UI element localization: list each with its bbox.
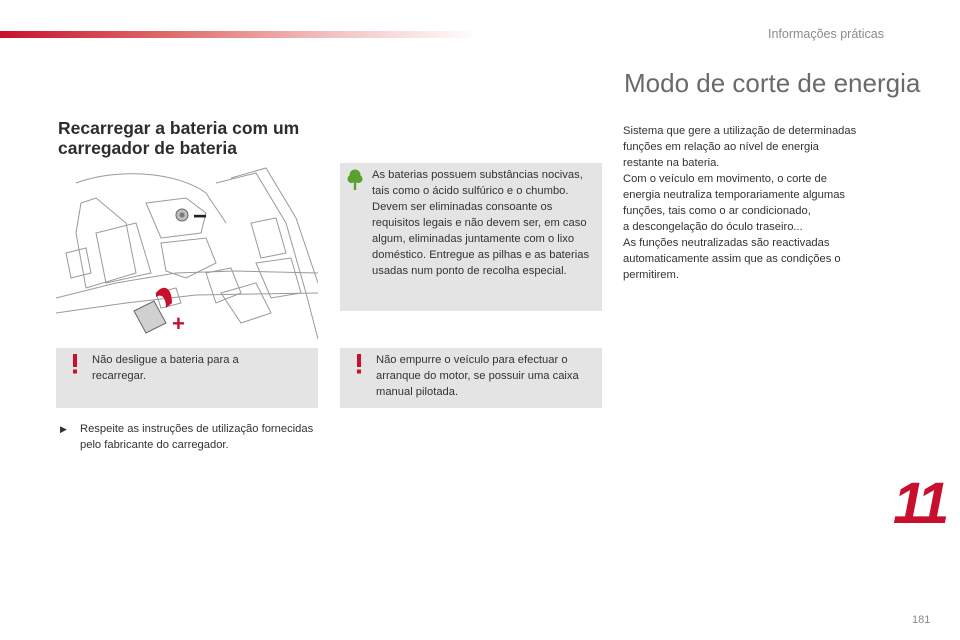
section-header-title: Informações práticas	[767, 27, 884, 41]
power-cut-line: funções, tais como o ar condicionado,	[623, 205, 811, 217]
power-cut-line: a descongelação do óculo traseiro...	[623, 221, 803, 233]
plus-symbol: +	[172, 311, 185, 336]
battery-charge-title: Recarregar a bateria com um carregador de bateria	[58, 118, 300, 158]
tree-icon	[347, 169, 363, 191]
power-cut-body	[623, 123, 893, 283]
power-cut-line: restante na bateria.	[623, 157, 720, 169]
exclamation-icon	[70, 354, 80, 374]
page-number: 181	[912, 614, 931, 626]
power-cut-line: Sistema que gere a utilização de determinadas	[623, 125, 857, 137]
warning-box-push	[340, 348, 602, 408]
warning-text-push: Não empurre o veículo para efectuar o arranque do motor, se possuir uma caixa manual pilotada.	[376, 354, 579, 398]
battery-illustration	[56, 163, 318, 339]
power-cut-line: permitirem.	[623, 269, 679, 281]
minus-symbol: −	[193, 203, 208, 230]
eco-text: As baterias possuem substâncias nocivas, tais como o ácido sulfúrico e o chumbo. Devem ser eliminadas consoante os requisitos legais e não devem ser, em caso algum, eliminadas juntamente com o lixo doméstico. Entregue as pilhas e as baterias usadas num ponto de recolha especial.	[372, 169, 590, 277]
battery-terminal-positive	[134, 288, 172, 333]
power-cut-line: funções em relação ao nível de energia	[623, 141, 819, 153]
bullet-instructions-text: Respeite as instruções de utilização fornecidas pelo fabricante do carregador.	[80, 423, 314, 451]
power-cut-title: Modo de corte de energia	[624, 68, 921, 98]
power-cut-line: Com o veículo em movimento, o corte de	[623, 173, 827, 185]
warning-box-disconnect	[56, 348, 318, 408]
chapter-number: 11	[893, 471, 946, 536]
header-accent-bar	[0, 31, 480, 38]
battery-terminal-negative	[176, 209, 188, 221]
warning-text-disconnect: Não desligue a bateria para a recarregar.	[92, 354, 239, 382]
power-cut-line: As funções neutralizadas são reactivadas	[623, 237, 830, 249]
bullet-arrow-icon: ▶	[60, 424, 67, 434]
eco-box	[340, 163, 602, 311]
power-cut-line: automaticamente assim que as condições o	[623, 253, 841, 265]
power-cut-line: energia neutraliza temporariamente algumas	[623, 189, 846, 201]
exclamation-icon	[354, 354, 364, 374]
